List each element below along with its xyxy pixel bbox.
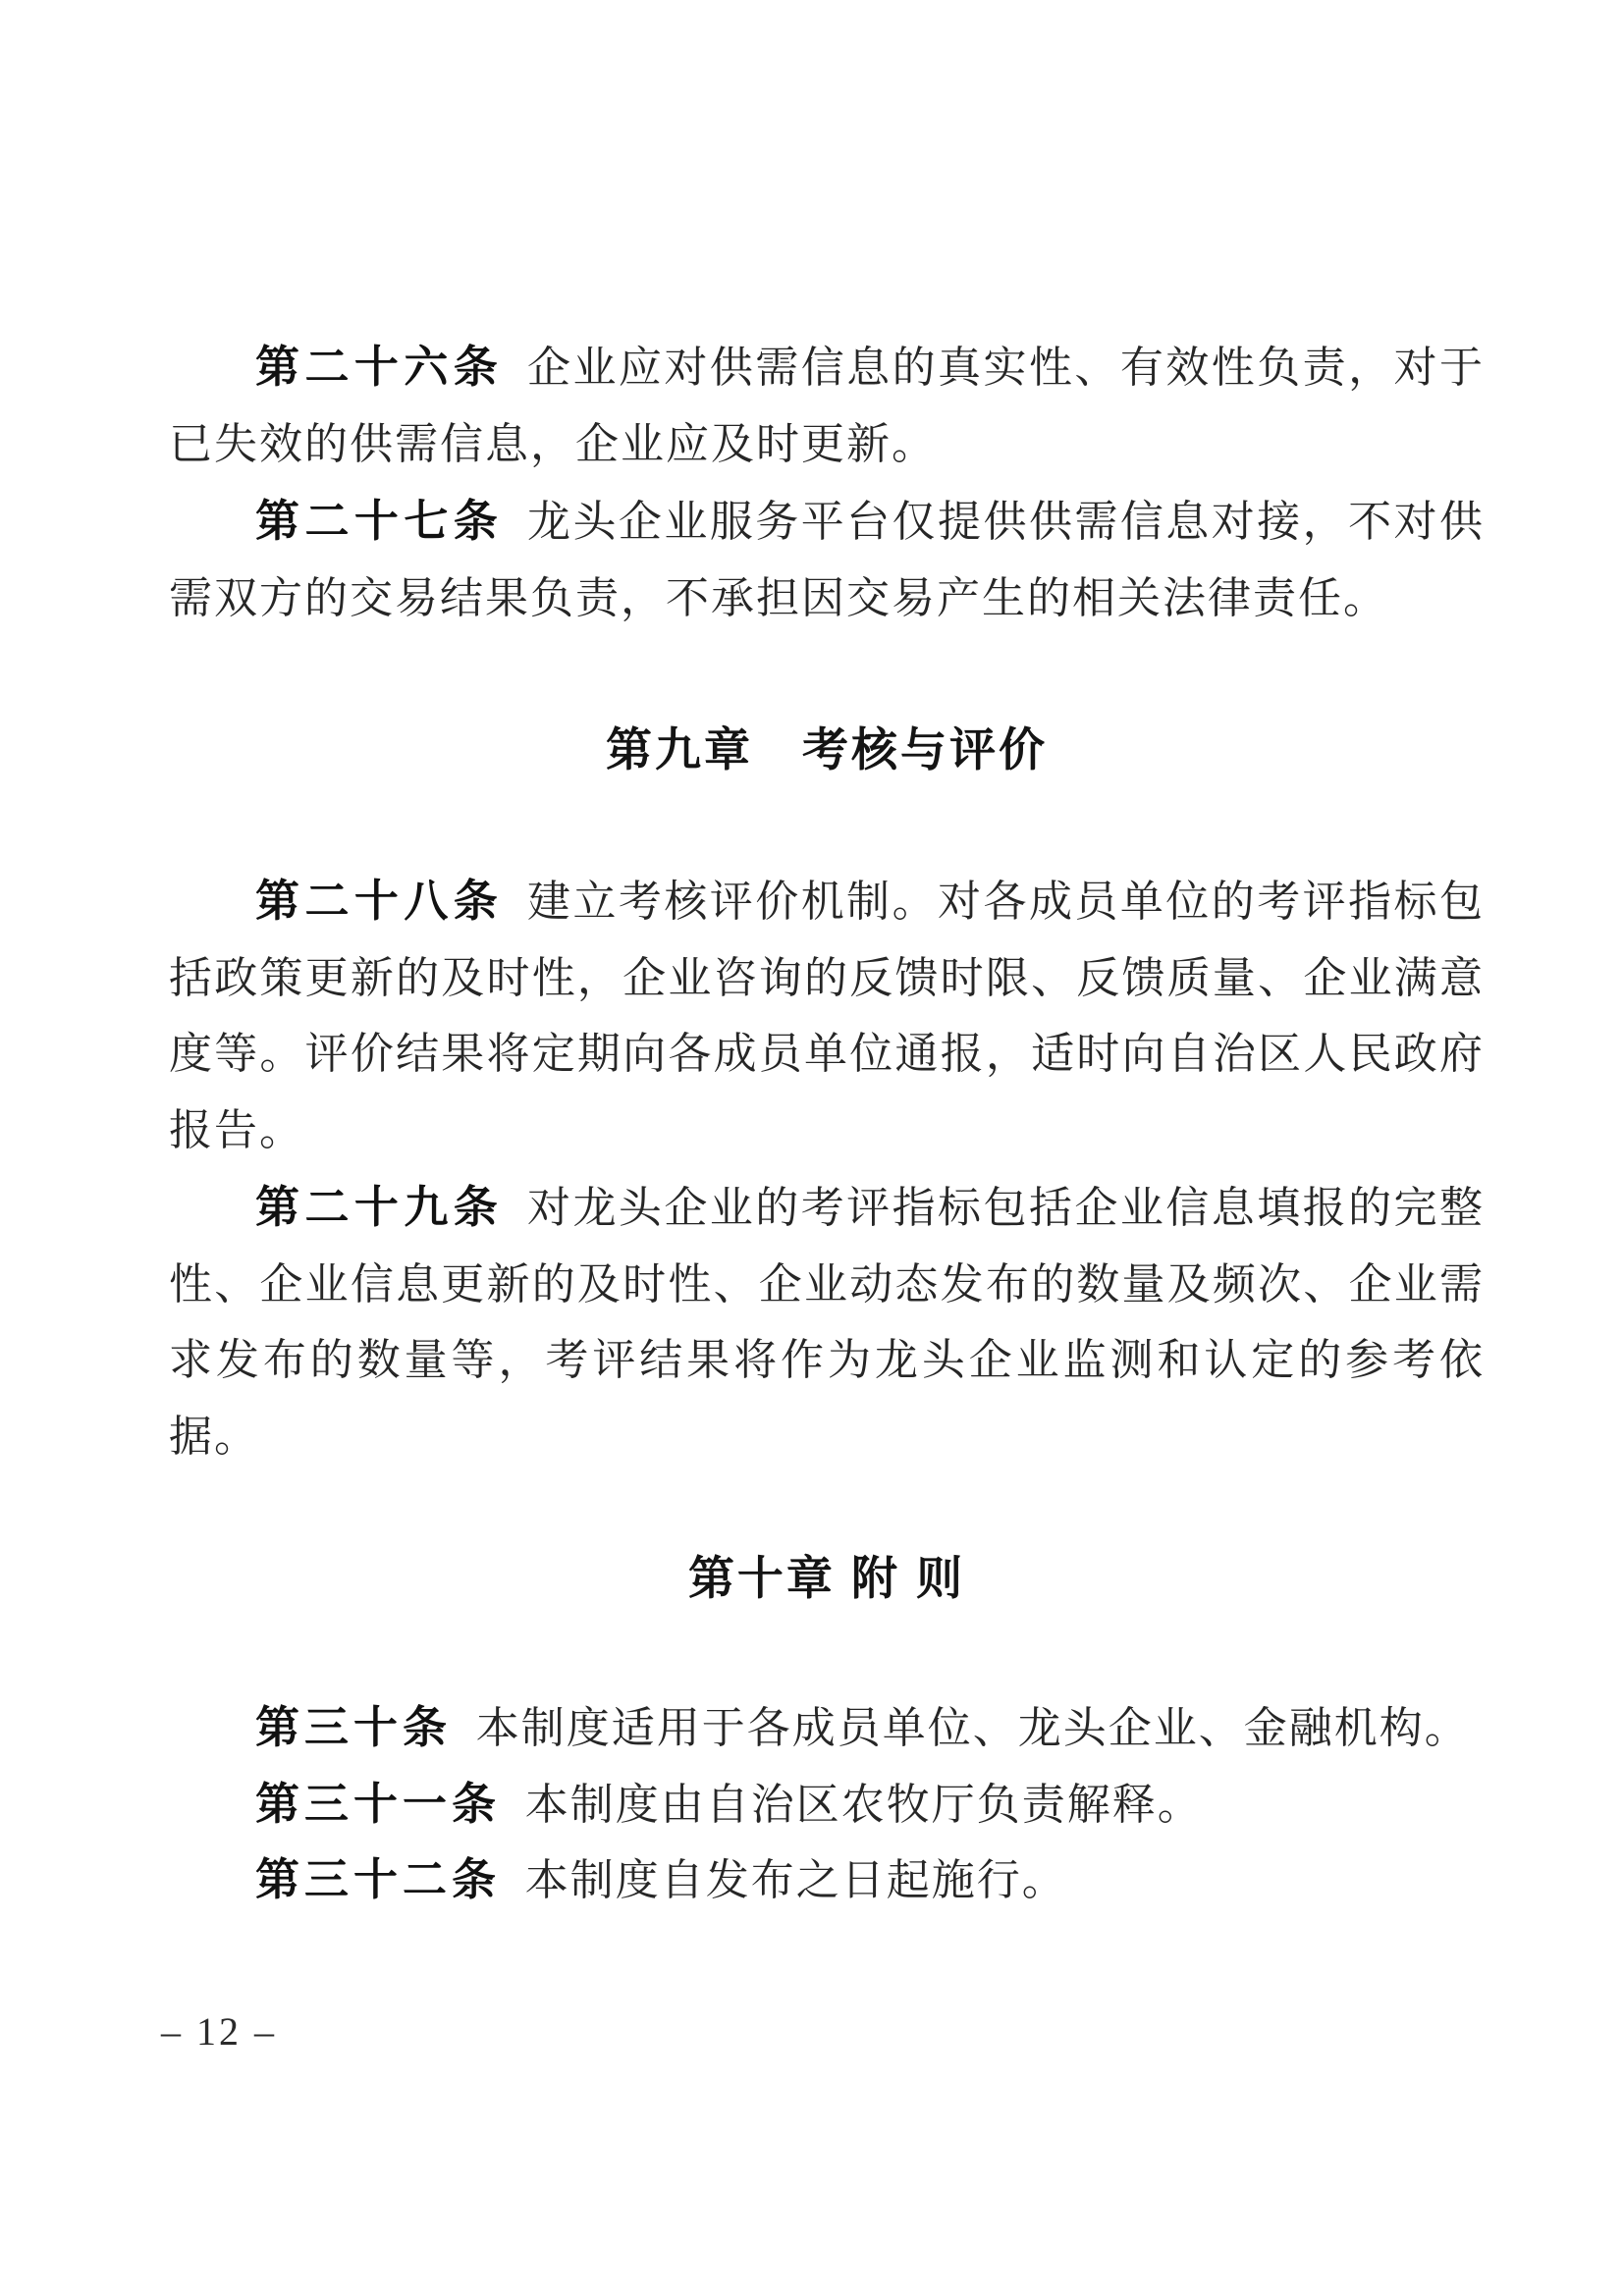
article-32-text: 本制度自发布之日起施行。 xyxy=(524,1856,1067,1905)
article-26-label: 第二十六条 xyxy=(255,343,504,392)
article-32-paragraph xyxy=(169,1842,1485,1919)
article-31-paragraph xyxy=(169,1767,1485,1843)
chapter-10-articles xyxy=(169,1690,1485,1919)
page-number: – 12 – xyxy=(161,2009,277,2054)
article-29-paragraph xyxy=(169,1170,1485,1474)
article-27-text: 龙头企业服务平台仅提供供需信息对接，不对供需双方的交易结果负责，不承担因交易产生的相关法律责任。 xyxy=(169,498,1485,622)
article-28-text: 建立考核评价机制。对各成员单位的考评指标包括政策更新的及时性，企业咨询的反馈时限、反馈质量、企业满意度等。评价结果将定期向各成员单位通报，适时向自治区人民政府报告。 xyxy=(169,878,1485,1154)
article-29-label: 第二十九条 xyxy=(255,1183,504,1232)
article-26-paragraph xyxy=(169,330,1485,482)
chapter-10-heading: 第十章 附 则 xyxy=(687,1552,966,1604)
article-31-text: 本制度由自治区农牧厅负责解释。 xyxy=(524,1780,1203,1829)
article-27-label: 第二十七条 xyxy=(255,497,504,546)
article-30-text: 本制度适用于各成员单位、龙头企业、金融机构。 xyxy=(475,1704,1470,1752)
chapter-9-heading: 第九章 考核与评价 xyxy=(606,723,1048,775)
article-28-paragraph xyxy=(169,864,1485,1168)
article-30-paragraph xyxy=(169,1690,1485,1767)
article-26-text: 企业应对供需信息的真实性、有效性负责，对于已失效的供需信息，企业应及时更新。 xyxy=(169,344,1485,468)
article-31-label: 第三十一条 xyxy=(255,1779,502,1829)
article-30-label: 第三十条 xyxy=(255,1703,453,1752)
article-28-label: 第二十八条 xyxy=(255,877,504,926)
article-27-paragraph xyxy=(169,484,1485,636)
article-29-text: 对龙头企业的考评指标包括企业信息填报的完整性、企业信息更新的及时性、企业动态发布的数量及频次、企业需求发布的数量等，考评结果将作为龙头企业监测和认定的参考依据。 xyxy=(169,1184,1485,1461)
article-32-label: 第三十二条 xyxy=(255,1855,502,1905)
